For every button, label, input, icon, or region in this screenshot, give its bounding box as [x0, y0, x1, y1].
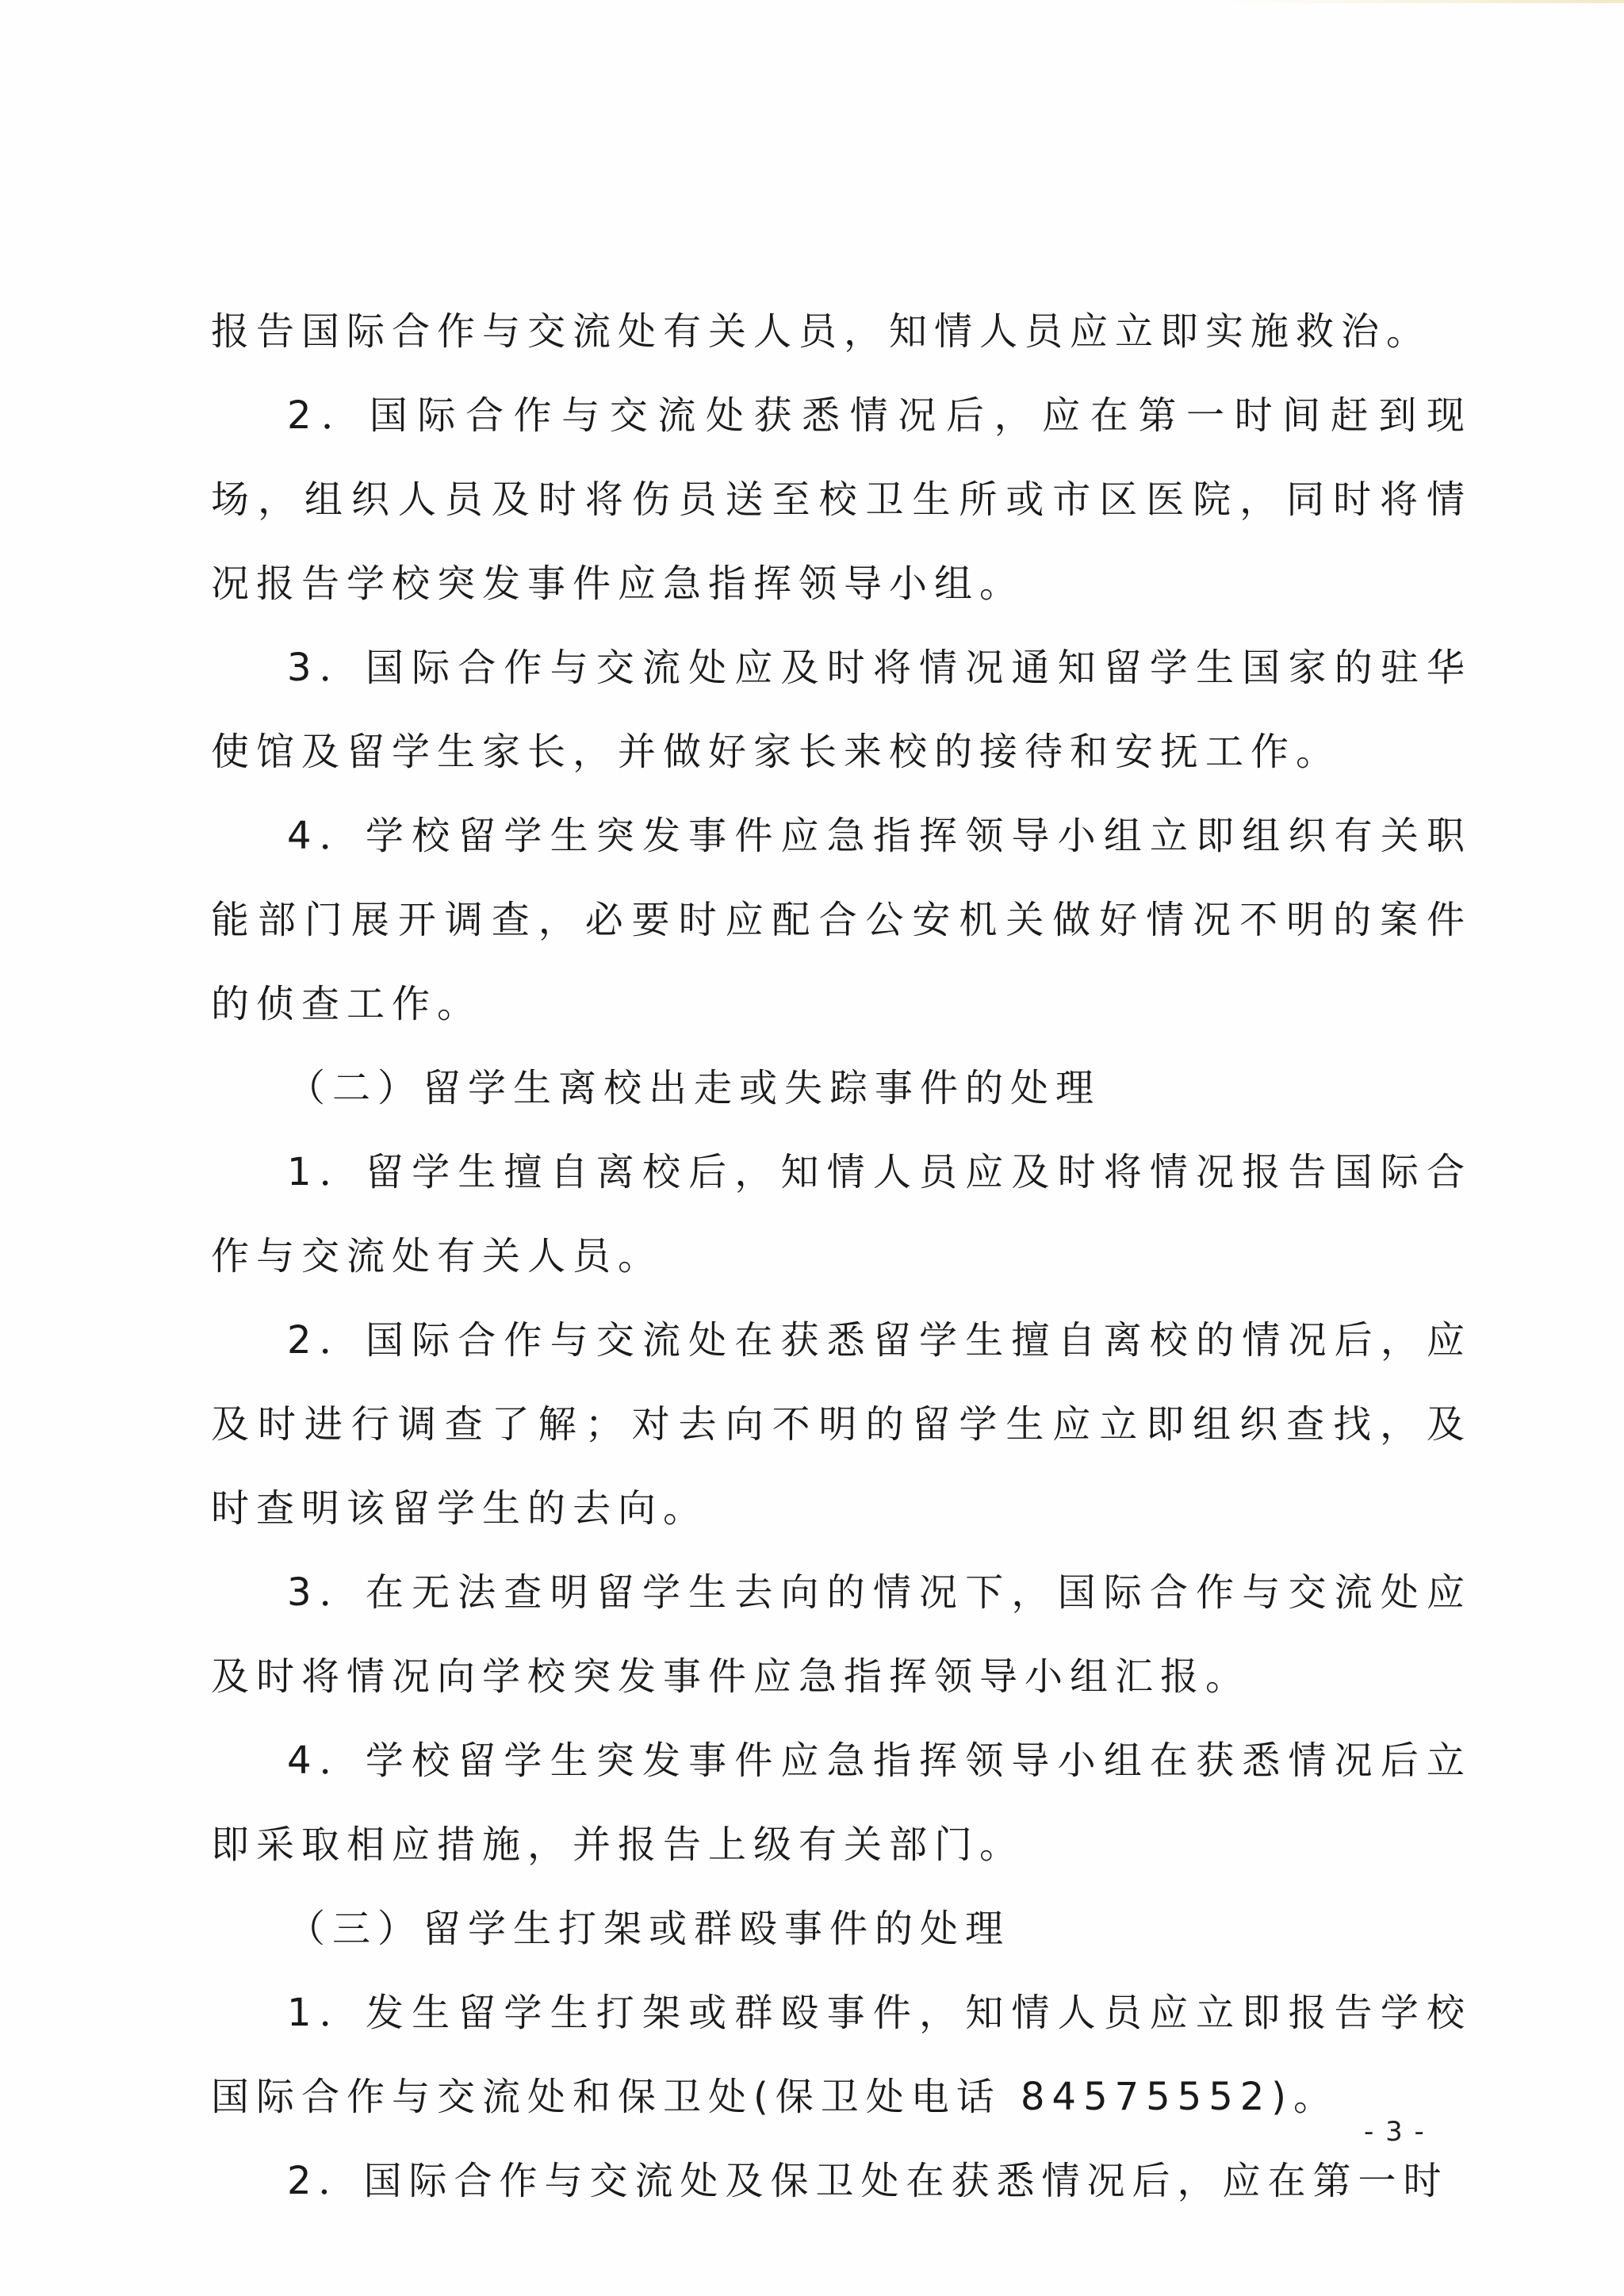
- paragraph-item-2: 2．国际合作与交流处获悉情况后，应在第一时间赶到现场，组织人员及时将伤员送至校卫生所或市区医院，同时将情况报告学校突发事件应急指挥领导小组。: [211, 393, 1472, 606]
- paragraph-item-3: 3．在无法查明留学生去向的情况下，国际合作与交流处应及时将情况向学校突发事件应急指挥领导小组汇报。: [211, 1570, 1472, 1699]
- paragraph-item-4: 4．学校留学生突发事件应急指挥领导小组在获悉情况后立即采取相应措施，并报告上级有关部门。: [211, 1738, 1472, 1867]
- document-body: [211, 289, 1472, 2223]
- section-heading-3: （三）留学生打架或群殴事件的处理: [287, 1907, 1011, 1951]
- paragraph-item-1: 1．发生留学生打架或群殴事件，知情人员应立即报告学校国际合作与交流处和保卫处(保卫处电话 84575552)。: [211, 1991, 1472, 2119]
- paragraph-item-3: 3．国际合作与交流处应及时将情况通知留学生国家的驻华使馆及留学生家长，并做好家长来校的接待和安抚工作。: [211, 646, 1472, 774]
- section-heading-2: （二）留学生离校出走或失踪事件的处理: [287, 1066, 1101, 1110]
- page-number: - 3 -: [1364, 2116, 1426, 2148]
- paragraph-item-1: 1．留学生擅自离校后，知情人员应及时将情况报告国际合作与交流处有关人员。: [211, 1150, 1472, 1278]
- paragraph-item-2: 2．国际合作与交流处及保卫处在获悉情况后，应在第一时: [287, 2159, 1449, 2203]
- scan-edge-mark: [1221, 0, 1624, 3]
- paragraph-continuation: 报告国际合作与交流处有关人员，知情人员应立即实施救治。: [211, 309, 1432, 354]
- paragraph-item-4: 4．学校留学生突发事件应急指挥领导小组立即组织有关职能部门展开调查，必要时应配合公安机关做好情况不明的案件的侦查工作。: [211, 814, 1472, 1026]
- paragraph-item-2: 2．国际合作与交流处在获悉留学生擅自离校的情况后，应及时进行调查了解；对去向不明的留学生应立即组织查找，及时查明该留学生的去向。: [211, 1318, 1472, 1531]
